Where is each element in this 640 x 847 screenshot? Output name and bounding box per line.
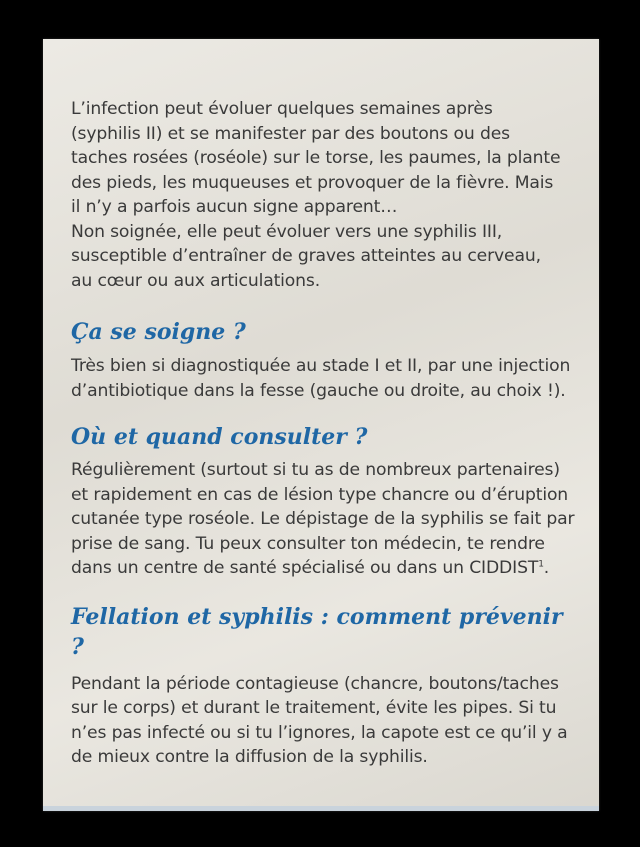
treatment-line: d’antibiotique dans la fesse (gauche ou droite, au choix !).	[71, 380, 566, 401]
consult-line: Régulièrement (surtout si tu as de nombreux partenaires)	[71, 460, 560, 480]
treatment-paragraph	[71, 354, 581, 403]
consult-line: dans un centre de santé spécialisé ou dans un CIDDIST	[71, 558, 539, 578]
intro-paragraph	[71, 97, 581, 293]
consult-line: et rapidement en cas de lésion type chancre ou d’éruption	[71, 484, 569, 505]
consult-line: prise de sang. Tu peux consulter ton médecin, te rendre	[71, 533, 545, 554]
prevention-line: Pendant la période contagieuse (chancre, boutons/taches	[71, 673, 559, 694]
intro-line: il n’y a parfois aucun signe apparent…	[71, 197, 398, 217]
consult-line: cutanée type roséole. Le dépistage de la syphilis se fait par	[71, 509, 575, 529]
intro-line: Non soignée, elle peut évoluer vers une syphilis III,	[71, 221, 503, 242]
text-content	[71, 97, 581, 770]
intro-line: L’infection peut évoluer quelques semaines après	[71, 99, 493, 119]
intro-line: au cœur ou aux articulations.	[71, 270, 321, 291]
intro-line: taches rosées (roséole) sur le torse, les paumes, la plante	[71, 148, 561, 168]
treatment-line: Très bien si diagnostiquée au stade I et II, par une injection	[71, 356, 571, 376]
section-heading-consult: Où et quand consulter ?	[71, 424, 368, 450]
prevention-line: sur le corps) et durant le traitement, évite les pipes. Si tu	[71, 698, 557, 718]
prevention-paragraph	[71, 672, 581, 770]
consult-paragraph	[71, 458, 581, 581]
intro-line: (syphilis II) et se manifester par des boutons ou des	[71, 123, 510, 144]
section-heading-prevention: Fellation et syphilis : comment prévenir ?	[71, 603, 563, 660]
section-heading-treatment: Ça se soigne ?	[71, 319, 246, 345]
consult-line-end: .	[543, 558, 550, 578]
intro-line: susceptible d’entraîner de graves atteintes au cerveau,	[71, 246, 541, 266]
page-content-frame	[43, 39, 599, 811]
prevention-line: de mieux contre la diffusion de la syphilis.	[71, 747, 428, 767]
prevention-line: n’es pas infecté ou si tu l’ignores, la capote est ce qu’il y a	[71, 722, 568, 743]
intro-line: des pieds, les muqueuses et provoquer de la fièvre. Mais	[71, 172, 554, 193]
footnote-mark: 1	[538, 559, 544, 570]
